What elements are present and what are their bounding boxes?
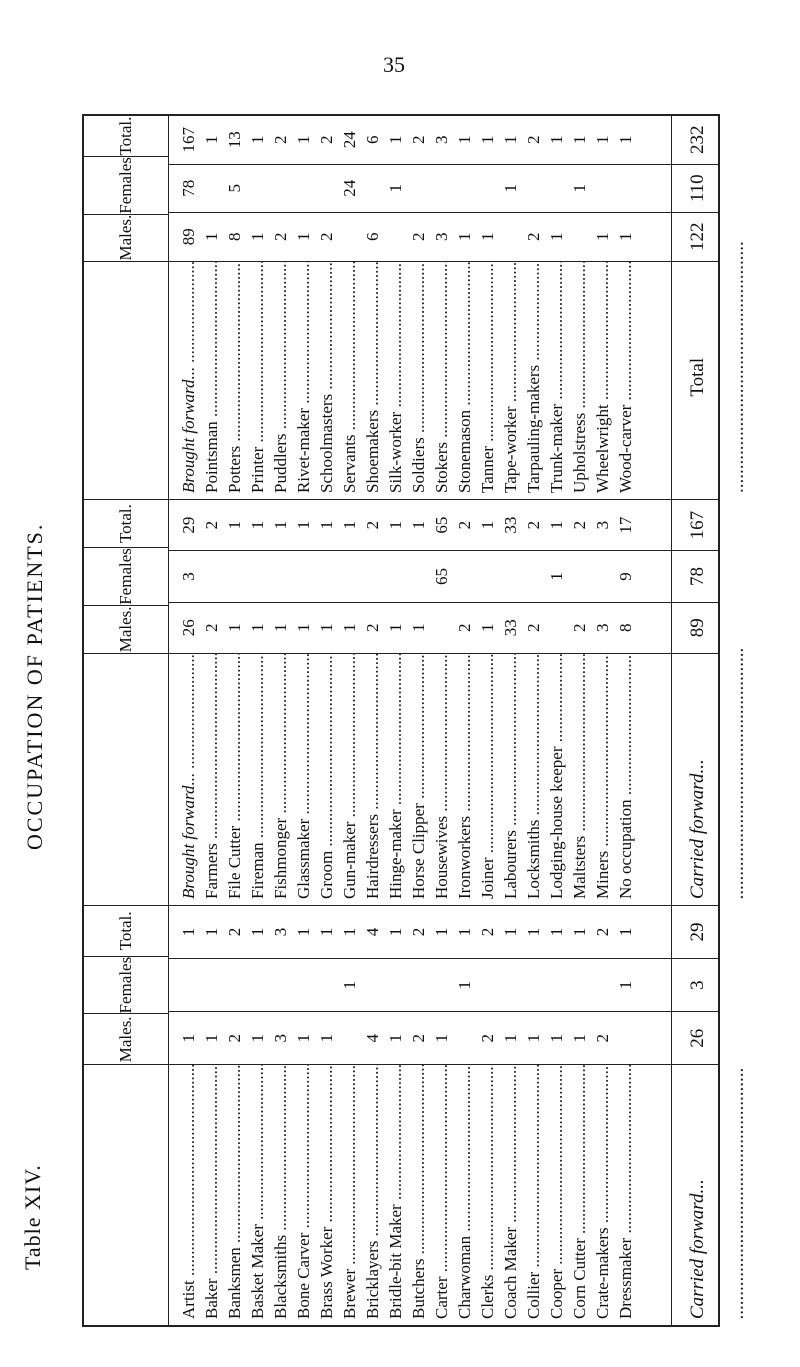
footer-cell: 122 xyxy=(671,213,718,261)
count-cell: 1 xyxy=(179,1033,198,1043)
occupation-cell: Wheelwright ..... xyxy=(591,262,614,499)
occupation-cell: Housewives ..... xyxy=(430,654,453,905)
count-cell xyxy=(361,165,384,213)
count-cell: 3 xyxy=(593,520,612,530)
table-label: Table XIV. xyxy=(20,1164,45,1270)
count-cell: 1 xyxy=(616,980,635,990)
count-cell: 65 xyxy=(432,567,451,585)
occupation-cell: Brass Worker ..... xyxy=(315,1065,338,1325)
occupation-cell: Stonemason ..... xyxy=(453,262,476,499)
count-cell: 26 xyxy=(179,619,198,637)
occupation-cell: Schoolmasters ..... xyxy=(315,262,338,499)
count-cell xyxy=(407,959,430,1011)
count-cell xyxy=(269,165,292,213)
count-cell: 1 xyxy=(455,135,474,145)
count-cell: 1 xyxy=(616,232,635,242)
count-cell: 2 xyxy=(409,135,428,145)
occupation-cell: Printer ..... xyxy=(246,262,269,499)
count-cell: 1 xyxy=(225,520,244,530)
occupation-cell: Servants ..... xyxy=(338,262,361,499)
count-cell xyxy=(453,165,476,213)
count-cell xyxy=(200,551,223,601)
count-cell: 89 xyxy=(179,228,198,246)
footer-cell: 29 xyxy=(671,906,718,958)
count-cell: 3 xyxy=(432,232,451,242)
count-cell: 1 xyxy=(386,927,405,937)
count-cell xyxy=(430,603,453,653)
count-cell xyxy=(361,551,384,601)
count-cell: 2 xyxy=(225,927,244,937)
occupation-cell: Upholstress ..... xyxy=(568,262,591,499)
column-o xyxy=(169,1064,718,1325)
occupation-cell: Baker ..... xyxy=(200,1065,223,1325)
count-cell xyxy=(315,551,338,601)
count-cell: 2 xyxy=(317,232,336,242)
count-cell: 2 xyxy=(363,623,382,633)
count-cell xyxy=(453,551,476,601)
occupation-cell: Carter ..... xyxy=(430,1065,453,1325)
occupation-cell: Bricklayers ..... xyxy=(361,1065,384,1325)
footer-cell: Total ..... xyxy=(671,262,718,499)
count-cell xyxy=(223,959,246,1011)
count-cell xyxy=(338,551,361,601)
header-total: Total. xyxy=(116,911,135,951)
occupation-cell: Fireman ..... xyxy=(246,654,269,905)
count-cell: 1 xyxy=(616,927,635,937)
count-cell: 1 xyxy=(317,927,336,937)
count-cell: 1 xyxy=(501,184,520,193)
count-cell: 1 xyxy=(294,135,313,145)
count-cell xyxy=(614,165,637,213)
footer-cell: Carried forward... ..... xyxy=(671,654,718,905)
header-occupation xyxy=(84,1064,168,1325)
count-cell: 24 xyxy=(340,131,359,149)
count-cell: 1 xyxy=(294,623,313,633)
occupation-cell: Rivet-maker ..... xyxy=(292,262,315,499)
table-header xyxy=(84,116,169,499)
count-cell: 1 xyxy=(386,520,405,530)
count-cell: 1 xyxy=(432,927,451,937)
count-cell: 1 xyxy=(248,623,267,633)
count-cell: 1 xyxy=(225,623,244,633)
count-cell: 1 xyxy=(593,232,612,242)
header-total: Total. xyxy=(116,116,135,156)
count-cell: 24 xyxy=(340,179,359,197)
count-cell: 78 xyxy=(179,179,198,197)
count-cell xyxy=(384,213,407,261)
occupation-cell: Collier ..... xyxy=(522,1065,545,1325)
count-cell: 1 xyxy=(386,1033,405,1043)
occupation-cell: Maltsters ..... xyxy=(568,654,591,905)
table-group xyxy=(84,499,718,905)
count-cell: 1 xyxy=(570,927,589,937)
occupation-cell: Bridle-bit Maker ..... xyxy=(384,1065,407,1325)
count-cell xyxy=(591,165,614,213)
occupation-cell: Clerks ..... xyxy=(476,1065,499,1325)
occupation-cell: Farmers ..... xyxy=(200,654,223,905)
count-cell: 2 xyxy=(478,1033,497,1043)
count-cell xyxy=(545,959,568,1011)
column-t xyxy=(169,500,718,550)
occupation-cell: Trunk-maker ..... xyxy=(545,262,568,499)
count-cell: 1 xyxy=(202,135,221,145)
header-females: Females xyxy=(84,156,168,214)
count-cell xyxy=(177,959,200,1011)
count-cell: 1 xyxy=(271,623,290,633)
count-cell: 2 xyxy=(317,135,336,145)
count-cell: 8 xyxy=(616,623,635,633)
count-cell xyxy=(200,165,223,213)
count-cell: 4 xyxy=(363,927,382,937)
count-cell xyxy=(200,959,223,1011)
occupation-cell: No occupation ..... xyxy=(614,654,637,905)
count-cell xyxy=(292,551,315,601)
count-cell: 2 xyxy=(524,520,543,530)
table-header xyxy=(84,500,169,905)
count-cell: 1 xyxy=(271,520,290,530)
occupation-cell: Basket Maker ..... xyxy=(246,1065,269,1325)
count-cell xyxy=(499,959,522,1011)
count-cell: 1 xyxy=(294,1033,313,1043)
count-cell: 3 xyxy=(432,135,451,145)
count-cell xyxy=(384,959,407,1011)
occupation-cell: Hairdressers ..... xyxy=(361,654,384,905)
header-occupation xyxy=(84,261,168,499)
count-cell xyxy=(292,959,315,1011)
count-cell xyxy=(476,551,499,601)
count-cell: 1 xyxy=(317,1033,336,1043)
count-cell: 6 xyxy=(363,232,382,242)
occupation-cell: Brought forward... ..... xyxy=(177,262,200,499)
column-t xyxy=(169,116,718,164)
column-o xyxy=(169,261,718,499)
count-cell xyxy=(315,959,338,1011)
count-cell xyxy=(338,1012,361,1064)
occupation-cell: Lodging-house keeper ..... xyxy=(545,654,568,905)
count-cell: 2 xyxy=(524,135,543,145)
count-cell: 33 xyxy=(501,516,520,534)
occupation-cell: Fishmonger ..... xyxy=(269,654,292,905)
footer-cell: 110 xyxy=(671,165,718,213)
count-cell xyxy=(269,551,292,601)
count-cell: 1 xyxy=(501,1033,520,1043)
count-cell: 1 xyxy=(409,623,428,633)
count-cell: 1 xyxy=(248,1033,267,1043)
count-cell: 2 xyxy=(202,623,221,633)
count-cell xyxy=(407,165,430,213)
occupation-cell: Pointsman ..... xyxy=(200,262,223,499)
count-cell: 2 xyxy=(570,623,589,633)
count-cell xyxy=(499,551,522,601)
occupation-cell: Artist ..... xyxy=(177,1065,200,1325)
count-cell: 1 xyxy=(248,135,267,145)
count-cell: 3 xyxy=(271,1033,290,1043)
count-cell: 3 xyxy=(271,927,290,937)
count-cell: 2 xyxy=(271,135,290,145)
header-males: Males. xyxy=(84,1013,168,1064)
count-cell: 1 xyxy=(294,927,313,937)
count-cell: 1 xyxy=(317,623,336,633)
count-cell: 1 xyxy=(294,520,313,530)
count-cell: 3 xyxy=(179,572,198,581)
count-cell: 1 xyxy=(317,520,336,530)
count-cell: 1 xyxy=(570,135,589,145)
occupation-cell: Charwoman ..... xyxy=(453,1065,476,1325)
occupation-cell: Locksmiths ..... xyxy=(522,654,545,905)
count-cell xyxy=(430,165,453,213)
count-cell: 1 xyxy=(248,232,267,242)
footer-cell: 78 xyxy=(671,551,718,601)
footer-cell: 232 xyxy=(671,116,718,164)
header-females: Females xyxy=(84,547,168,605)
count-cell: 9 xyxy=(616,572,635,581)
count-cell: 1 xyxy=(202,927,221,937)
count-cell: 17 xyxy=(616,516,635,534)
count-cell: 1 xyxy=(593,135,612,145)
count-cell xyxy=(246,551,269,601)
count-cell: 1 xyxy=(478,135,497,145)
count-cell: 1 xyxy=(570,184,589,193)
column-m xyxy=(169,602,718,653)
count-cell: 2 xyxy=(271,232,290,242)
count-cell: 1 xyxy=(547,520,566,530)
count-cell: 1 xyxy=(455,232,474,242)
count-cell xyxy=(338,213,361,261)
count-cell xyxy=(476,959,499,1011)
count-cell: 1 xyxy=(547,927,566,937)
count-cell: 1 xyxy=(455,927,474,937)
count-cell xyxy=(315,165,338,213)
count-cell: 1 xyxy=(570,1033,589,1043)
occupation-cell: Coach Maker ..... xyxy=(499,1065,522,1325)
count-cell: 5 xyxy=(225,184,244,193)
table-title: OCCUPATION OF PATIENTS. xyxy=(22,522,47,850)
count-cell xyxy=(591,959,614,1011)
count-cell xyxy=(246,959,269,1011)
count-cell: 1 xyxy=(501,135,520,145)
occupation-cell: Butchers ..... xyxy=(407,1065,430,1325)
count-cell: 1 xyxy=(386,135,405,145)
occupation-cell: Shoemakers ..... xyxy=(361,262,384,499)
occupation-cell: Brewer ..... xyxy=(338,1065,361,1325)
occupation-cell: Puddlers ..... xyxy=(269,262,292,499)
occupation-cell: Banksmen ..... xyxy=(223,1065,246,1325)
count-cell xyxy=(568,959,591,1011)
count-cell: 8 xyxy=(225,232,244,242)
count-cell: 1 xyxy=(340,623,359,633)
count-cell xyxy=(476,165,499,213)
column-o xyxy=(169,653,718,905)
occupation-cell: Tarpauling-makers ..... xyxy=(522,262,545,499)
count-cell: 1 xyxy=(547,1033,566,1043)
count-cell: 65 xyxy=(432,516,451,534)
count-cell: 1 xyxy=(616,135,635,145)
column-t xyxy=(169,906,718,958)
count-cell: 2 xyxy=(409,232,428,242)
count-cell: 1 xyxy=(524,1033,543,1043)
count-cell xyxy=(407,551,430,601)
occupation-cell: Soldiers ..... xyxy=(407,262,430,499)
column-f xyxy=(169,958,718,1011)
count-cell: 29 xyxy=(179,516,198,534)
occupation-cell: Bone Carver ..... xyxy=(292,1065,315,1325)
count-cell: 2 xyxy=(593,927,612,937)
header-females: Females xyxy=(84,956,168,1014)
count-cell: 1 xyxy=(340,520,359,530)
footer-cell: 167 xyxy=(671,500,718,550)
column-f xyxy=(169,550,718,601)
count-cell: 2 xyxy=(202,520,221,530)
page-number: 35 xyxy=(383,52,405,77)
column-m xyxy=(169,1011,718,1064)
occupation-cell: Joiner ..... xyxy=(476,654,499,905)
count-cell: 1 xyxy=(478,520,497,530)
count-cell: 1 xyxy=(202,1033,221,1043)
count-cell: 2 xyxy=(409,927,428,937)
count-cell: 1 xyxy=(386,184,405,193)
occupation-cell: Crate-makers ..... xyxy=(591,1065,614,1325)
count-cell: 1 xyxy=(179,927,198,937)
header-total: Total. xyxy=(116,504,135,544)
occupation-cell: Corn Cutter ..... xyxy=(568,1065,591,1325)
count-cell: 2 xyxy=(409,1033,428,1043)
occupation-cell: Blacksmiths ..... xyxy=(269,1065,292,1325)
count-cell: 3 xyxy=(593,623,612,633)
occupation-cell: Brought forward... ..... xyxy=(177,654,200,905)
count-cell: 33 xyxy=(501,619,520,637)
occupation-cell: Miners ..... xyxy=(591,654,614,905)
table-group xyxy=(84,116,718,499)
count-cell: 4 xyxy=(363,1033,382,1043)
occupation-cell: Hinge-maker ..... xyxy=(384,654,407,905)
occupation-cell: Dressmaker ..... xyxy=(614,1065,637,1325)
occupation-cell: Groom ..... xyxy=(315,654,338,905)
occupation-cell: Gun-maker ..... xyxy=(338,654,361,905)
count-cell: 1 xyxy=(340,980,359,990)
count-cell: 1 xyxy=(248,927,267,937)
count-cell: 1 xyxy=(294,232,313,242)
occupation-cell: Horse Clipper ..... xyxy=(407,654,430,905)
count-cell: 1 xyxy=(478,623,497,633)
count-cell: 1 xyxy=(547,232,566,242)
column-m xyxy=(169,212,718,261)
count-cell xyxy=(614,1012,637,1064)
table-header xyxy=(84,906,169,1325)
count-cell xyxy=(545,603,568,653)
count-cell xyxy=(292,165,315,213)
header-occupation xyxy=(84,653,168,905)
occupation-cell: Potters ..... xyxy=(223,262,246,499)
count-cell: 1 xyxy=(547,135,566,145)
count-cell xyxy=(568,213,591,261)
count-cell: 1 xyxy=(455,980,474,990)
count-cell xyxy=(246,165,269,213)
count-cell: 1 xyxy=(524,927,543,937)
occupation-cell: Silk-worker ..... xyxy=(384,262,407,499)
count-cell: 1 xyxy=(501,927,520,937)
footer-cell: 26 xyxy=(671,1012,718,1064)
count-cell: 2 xyxy=(524,232,543,242)
count-cell: 1 xyxy=(202,232,221,242)
count-cell: 2 xyxy=(593,1033,612,1043)
footer-cell: 3 xyxy=(671,959,718,1011)
count-cell: 1 xyxy=(547,572,566,581)
occupation-cell: Cooper ..... xyxy=(545,1065,568,1325)
occupation-cell: Labourers ..... xyxy=(499,654,522,905)
table-group xyxy=(84,905,718,1325)
count-cell xyxy=(545,165,568,213)
count-cell xyxy=(269,959,292,1011)
count-cell xyxy=(568,551,591,601)
column-f xyxy=(169,164,718,213)
count-cell: 1 xyxy=(478,232,497,242)
count-cell: 1 xyxy=(248,520,267,530)
count-cell: 2 xyxy=(478,927,497,937)
count-cell xyxy=(453,1012,476,1064)
count-cell: 1 xyxy=(432,1033,451,1043)
header-males: Males. xyxy=(84,214,168,261)
count-cell: 1 xyxy=(409,520,428,530)
count-cell: 2 xyxy=(363,520,382,530)
occupation-cell: Stokers ..... xyxy=(430,262,453,499)
count-cell: 2 xyxy=(524,623,543,633)
occupation-cell: Tanner ..... xyxy=(476,262,499,499)
count-cell: 2 xyxy=(570,520,589,530)
count-cell xyxy=(522,551,545,601)
count-cell: 6 xyxy=(363,135,382,145)
occupation-cell: Glassmaker ..... xyxy=(292,654,315,905)
occupation-cell: Wood-carver ..... xyxy=(614,262,637,499)
occupation-cell: Tape-worker ..... xyxy=(499,262,522,499)
count-cell xyxy=(591,551,614,601)
occupation-cell: Ironworkers ..... xyxy=(453,654,476,905)
count-cell xyxy=(384,551,407,601)
count-cell xyxy=(430,959,453,1011)
count-cell xyxy=(522,959,545,1011)
count-cell xyxy=(499,213,522,261)
footer-cell: Carried forward... ..... xyxy=(671,1065,718,1325)
count-cell: 167 xyxy=(179,127,198,153)
count-cell xyxy=(522,165,545,213)
count-cell: 2 xyxy=(225,1033,244,1043)
count-cell: 2 xyxy=(455,520,474,530)
count-cell xyxy=(223,551,246,601)
count-cell: 13 xyxy=(225,131,244,149)
occupation-table xyxy=(82,114,720,1327)
count-cell: 2 xyxy=(455,623,474,633)
count-cell xyxy=(361,959,384,1011)
occupation-cell: File Cutter ..... xyxy=(223,654,246,905)
footer-cell: 89 xyxy=(671,603,718,653)
header-males: Males. xyxy=(84,605,168,653)
count-cell: 1 xyxy=(386,623,405,633)
count-cell: 1 xyxy=(340,927,359,937)
